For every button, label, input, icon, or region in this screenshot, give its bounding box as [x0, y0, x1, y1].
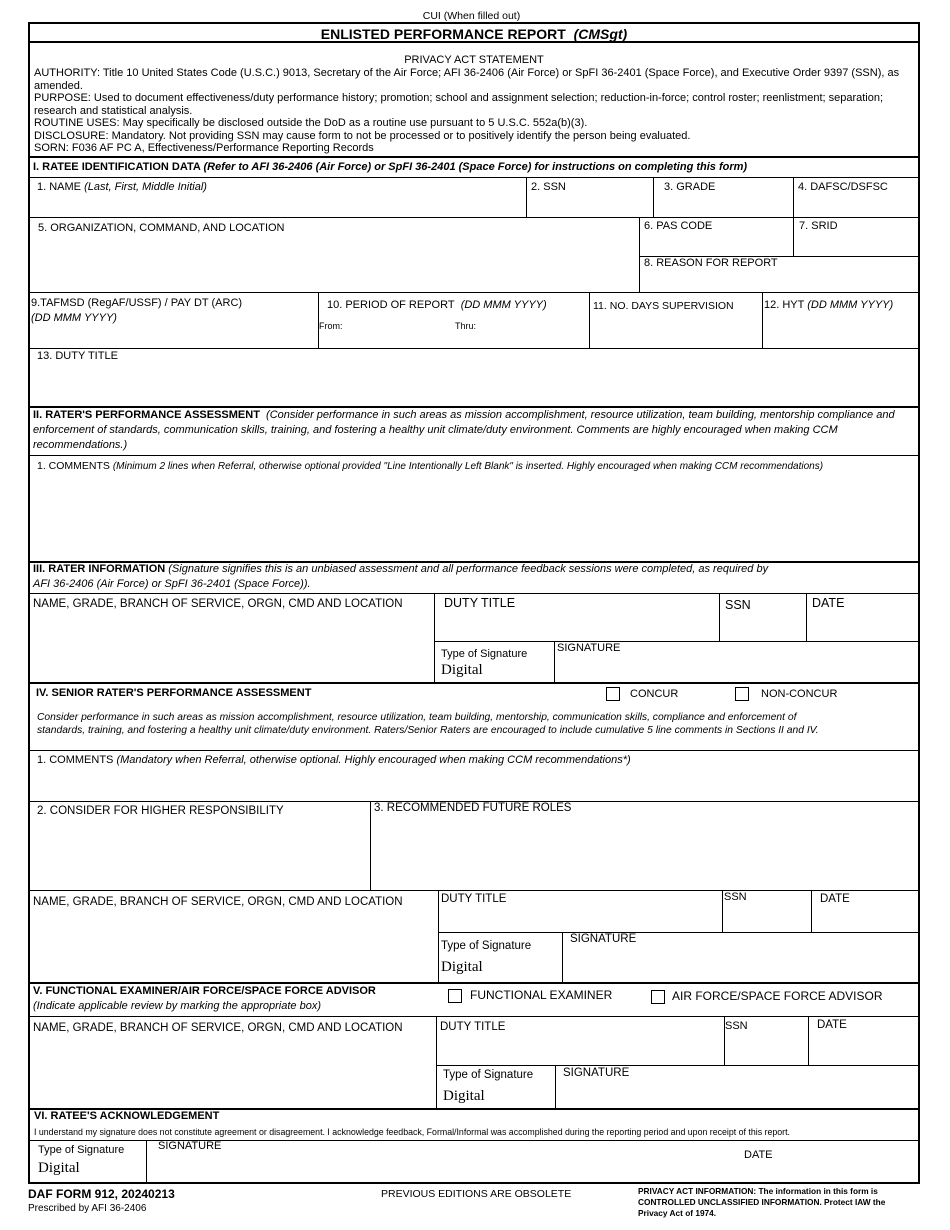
fe-sig-type-label: Type of Signature: [443, 1069, 534, 1081]
privacy-disclosure: DISCLOSURE: Mandatory. Not providing SSN may cause form to not be processed or to positively identify the person being evaluated.: [34, 129, 691, 142]
period-from-field[interactable]: [348, 316, 448, 334]
section5-note: (Indicate applicable review by marking the appropriate box): [33, 1000, 321, 1012]
org-label: 5. ORGANIZATION, COMMAND, AND LOCATION: [38, 222, 285, 234]
section3-note-1: (Signature signifies this is an unbiased assessment and all performance feedback sessions were completed, as required by: [168, 563, 769, 575]
section2-header: [33, 408, 899, 453]
days-supervision-field[interactable]: [591, 316, 760, 346]
rater-signature-label: SIGNATURE: [557, 642, 621, 654]
rater-comments-field[interactable]: [30, 474, 918, 560]
fe-signature-field[interactable]: [557, 1081, 918, 1106]
from-label: From:: [319, 321, 343, 331]
ssn-label: 2. SSN: [531, 181, 566, 193]
advisor-checkbox[interactable]: [651, 990, 665, 1004]
duty-title-label: 13. DUTY TITLE: [37, 350, 118, 362]
sr-duty-title-field[interactable]: [440, 908, 720, 931]
sr-name-label: NAME, GRADE, BRANCH OF SERVICE, ORGN, CMD AND LOCATION: [33, 896, 403, 908]
section3-header: [33, 563, 768, 576]
privacy-info-line-3: Privacy Act of 1974.: [638, 1208, 717, 1218]
tafmsd-format: (DD MMM YYYY): [31, 312, 117, 324]
non-concur-checkbox[interactable]: [735, 687, 749, 701]
privacy-authority: AUTHORITY: Title 10 United States Code (U.S.C.) 9013, Secretary of the Air Force; AFI 36-2406 (Air Force) or SpFI 36-2401 (Space Force), and Executive Order 9397 (SSN), as amended.: [34, 67, 900, 92]
fe-name-label: NAME, GRADE, BRANCH OF SERVICE, ORGN, CMD AND LOCATION: [33, 1022, 403, 1034]
thru-label: Thru:: [455, 321, 477, 331]
srid-field[interactable]: [795, 234, 918, 254]
functional-examiner-checkbox[interactable]: [448, 989, 462, 1003]
sr-signature-label: SIGNATURE: [570, 933, 637, 945]
prescribed-by: Prescribed by AFI 36-2406: [28, 1203, 147, 1214]
reason-field[interactable]: [641, 271, 918, 290]
section2-title: II. RATER'S PERFORMANCE ASSESSMENT: [33, 409, 260, 421]
fe-date-label: DATE: [817, 1019, 847, 1031]
rater-comments-label: [37, 460, 823, 473]
rater-signature-field[interactable]: [556, 656, 918, 680]
fe-name-field[interactable]: [30, 1038, 434, 1106]
sr-ssn-label: SSN: [724, 891, 747, 903]
fe-date-field[interactable]: [810, 1034, 918, 1064]
ratee-signature-field[interactable]: [150, 1154, 730, 1182]
rater-duty-title-field[interactable]: [436, 612, 718, 640]
section3-note-2: AFI 36-2406 (Air Force) or SpFI 36-2401 (Space Force)).: [33, 578, 311, 590]
dafsc-field[interactable]: [795, 195, 918, 215]
section2-note: (Consider performance in such areas as mission accomplishment, resource utilization, team building, mentorship compliance and enforcement of standards, communication skills, training, and fostering a healthy unit climate/duty environment. Comments are highly encouraged when making CCM recommendations.): [33, 409, 895, 451]
srid-label: 7. SRID: [799, 220, 838, 232]
sr-date-label: DATE: [820, 893, 850, 905]
org-field[interactable]: [30, 238, 637, 290]
ratee-signature-label: SIGNATURE: [158, 1140, 222, 1152]
pas-code-field[interactable]: [641, 234, 792, 254]
section4-note-1: Consider performance in such areas as mission accomplishment, resource utilization, team building, mentorship, communication skills, compliance and enforcement of: [37, 712, 797, 723]
section3-title: III. RATER INFORMATION: [33, 563, 166, 575]
sr-name-field[interactable]: [30, 912, 436, 980]
hyt-field[interactable]: [764, 316, 918, 346]
future-roles-label: 3. RECOMMENDED FUTURE ROLES: [374, 802, 572, 814]
name-label: [37, 181, 207, 194]
section4-note-2: standards, training, and fostering a healthy unit climate/duty environment. Raters/Senior Raters are encouraged to include cumulative 5 line comments in Sections II and IV.: [37, 725, 819, 736]
form-title-text: ENLISTED PERFORMANCE REPORT: [320, 26, 566, 42]
name-label-text: 1. NAME: [37, 181, 82, 193]
sr-comments-label: [37, 754, 631, 767]
sr-sig-type-label: Type of Signature: [441, 940, 532, 952]
higher-responsibility-field[interactable]: [30, 820, 368, 888]
advisor-label: AIR FORCE/SPACE FORCE ADVISOR: [672, 989, 883, 1003]
form-title-grade: (CMSgt): [573, 26, 628, 42]
privacy-statement: [34, 67, 904, 155]
privacy-sorn: SORN: F036 AF PC A, Effectiveness/Performance Reporting Records: [34, 142, 374, 154]
section1-title: I. RATEE IDENTIFICATION DATA: [33, 161, 201, 173]
cui-marking: CUI (When filled out): [422, 10, 521, 22]
rater-sig-type-value[interactable]: Digital: [441, 662, 483, 678]
grade-field[interactable]: [655, 195, 792, 215]
fe-duty-title-field[interactable]: [438, 1036, 722, 1064]
ssn-field[interactable]: [528, 195, 652, 215]
rater-date-label: DATE: [812, 596, 845, 610]
section5-heading: V. FUNCTIONAL EXAMINER/AIR FORCE/SPACE FORCE ADVISOR: [33, 985, 376, 997]
form-number: DAF FORM 912, 20240213: [28, 1187, 175, 1201]
rater-comments-note: (Minimum 2 lines when Referral, otherwise optional provided "Line Intentionally Left Blank" is inserted. Highly encouraged when making CCM recommendations): [112, 461, 824, 472]
rater-comments-label-text: 1. COMMENTS: [37, 460, 110, 472]
obsolete-notice: PREVIOUS EDITIONS ARE OBSOLETE: [381, 1188, 572, 1200]
tafmsd-field[interactable]: [30, 326, 316, 346]
reason-label: 8. REASON FOR REPORT: [644, 257, 778, 269]
ratee-sig-type-value[interactable]: Digital: [38, 1160, 80, 1176]
pas-code-label: 6. PAS CODE: [644, 220, 713, 232]
section1-heading: [33, 161, 747, 174]
sr-comments-label-text: 1. COMMENTS: [37, 754, 114, 766]
period-thru-field[interactable]: [482, 316, 586, 334]
period-label-text: 10. PERIOD OF REPORT: [327, 299, 455, 311]
rater-sig-type-label: Type of Signature: [441, 648, 528, 660]
name-field[interactable]: [30, 195, 524, 215]
period-label: [327, 299, 547, 312]
name-hint: (Last, First, Middle Initial): [84, 181, 207, 193]
fe-sig-type-value[interactable]: Digital: [443, 1088, 485, 1104]
dafsc-label: 4. DAFSC/DSFSC: [798, 181, 888, 193]
fe-duty-title-label: DUTY TITLE: [440, 1021, 506, 1033]
hyt-label-text: 12. HYT: [764, 299, 805, 311]
privacy-routine-uses: ROUTINE USES: May specifically be disclosed outside the DoD as a routine use pursuant to 5 U.S.C. 552a(b)(3).: [34, 117, 588, 129]
higher-responsibility-label: 2. CONSIDER FOR HIGHER RESPONSIBILITY: [37, 805, 284, 817]
section6-heading: VI. RATEE'S ACKNOWLEDGEMENT: [34, 1110, 220, 1122]
sr-ssn-field[interactable]: [724, 906, 810, 931]
rater-name-field[interactable]: [30, 614, 432, 680]
fe-ssn-label: SSN: [725, 1020, 748, 1032]
acknowledgement-statement: I understand my signature does not constitute agreement or disagreement. I acknowledge feedback, Formal/Informal was accomplished during the reporting period and upon receipt of this report.: [34, 1127, 790, 1137]
sr-date-field[interactable]: [813, 908, 918, 931]
rater-ssn-label: SSN: [725, 598, 751, 612]
sr-sig-type-value[interactable]: Digital: [441, 959, 483, 975]
non-concur-label: NON-CONCUR: [761, 688, 838, 700]
privacy-info-line-1: PRIVACY ACT INFORMATION: The information in this form is: [638, 1186, 878, 1196]
hyt-label: [764, 299, 893, 312]
privacy-heading: PRIVACY ACT STATEMENT: [404, 54, 544, 66]
period-format: (DD MMM YYYY): [460, 299, 547, 311]
grade-label: 3. GRADE: [664, 181, 716, 193]
rater-name-label: NAME, GRADE, BRANCH OF SERVICE, ORGN, CMD AND LOCATION: [33, 598, 403, 610]
tafmsd-label: 9.TAFMSD (RegAF/USSF) / PAY DT (ARC): [31, 297, 243, 309]
concur-checkbox[interactable]: [606, 687, 620, 701]
concur-label: CONCUR: [630, 688, 679, 700]
sr-comments-note: (Mandatory when Referral, otherwise optional. Highly encouraged when making CCM recommendations*): [116, 754, 631, 766]
privacy-purpose: PURPOSE: Used to document effectiveness/duty performance history; promotion; school and assignment selection; reduction-in-force; control roster; reenlistment; separation; research and statistical analysis.: [34, 92, 884, 117]
section1-note: (Refer to AFI 36-2406 (Air Force) or SpFI 36-2401 (Space Force) for instructions on completing this form): [203, 161, 748, 173]
ratee-date-field[interactable]: [780, 1146, 916, 1180]
days-supervision-label: 11. NO. DAYS SUPERVISION: [593, 300, 734, 312]
sr-duty-title-label: DUTY TITLE: [441, 893, 507, 905]
functional-examiner-label: FUNCTIONAL EXAMINER: [470, 988, 613, 1002]
fe-signature-label: SIGNATURE: [563, 1067, 630, 1079]
ratee-sig-type-label: Type of Signature: [38, 1144, 125, 1156]
future-roles-field[interactable]: [372, 817, 918, 888]
sr-signature-field[interactable]: [564, 948, 918, 980]
sr-comments-field[interactable]: [30, 768, 918, 800]
duty-title-field[interactable]: [30, 366, 918, 404]
hyt-format: (DD MMM YYYY): [807, 299, 894, 311]
ratee-date-label: DATE: [744, 1149, 773, 1161]
rater-duty-title-label: DUTY TITLE: [444, 596, 516, 610]
form-title: [28, 26, 920, 42]
section4-heading: IV. SENIOR RATER'S PERFORMANCE ASSESSMENT: [36, 687, 312, 699]
privacy-info-line-2: CONTROLLED UNCLASSIFIED INFORMATION. Protect IAW the: [638, 1197, 886, 1207]
fe-ssn-field[interactable]: [726, 1034, 807, 1064]
rater-date-field[interactable]: [808, 612, 918, 640]
rater-ssn-field[interactable]: [721, 614, 805, 640]
